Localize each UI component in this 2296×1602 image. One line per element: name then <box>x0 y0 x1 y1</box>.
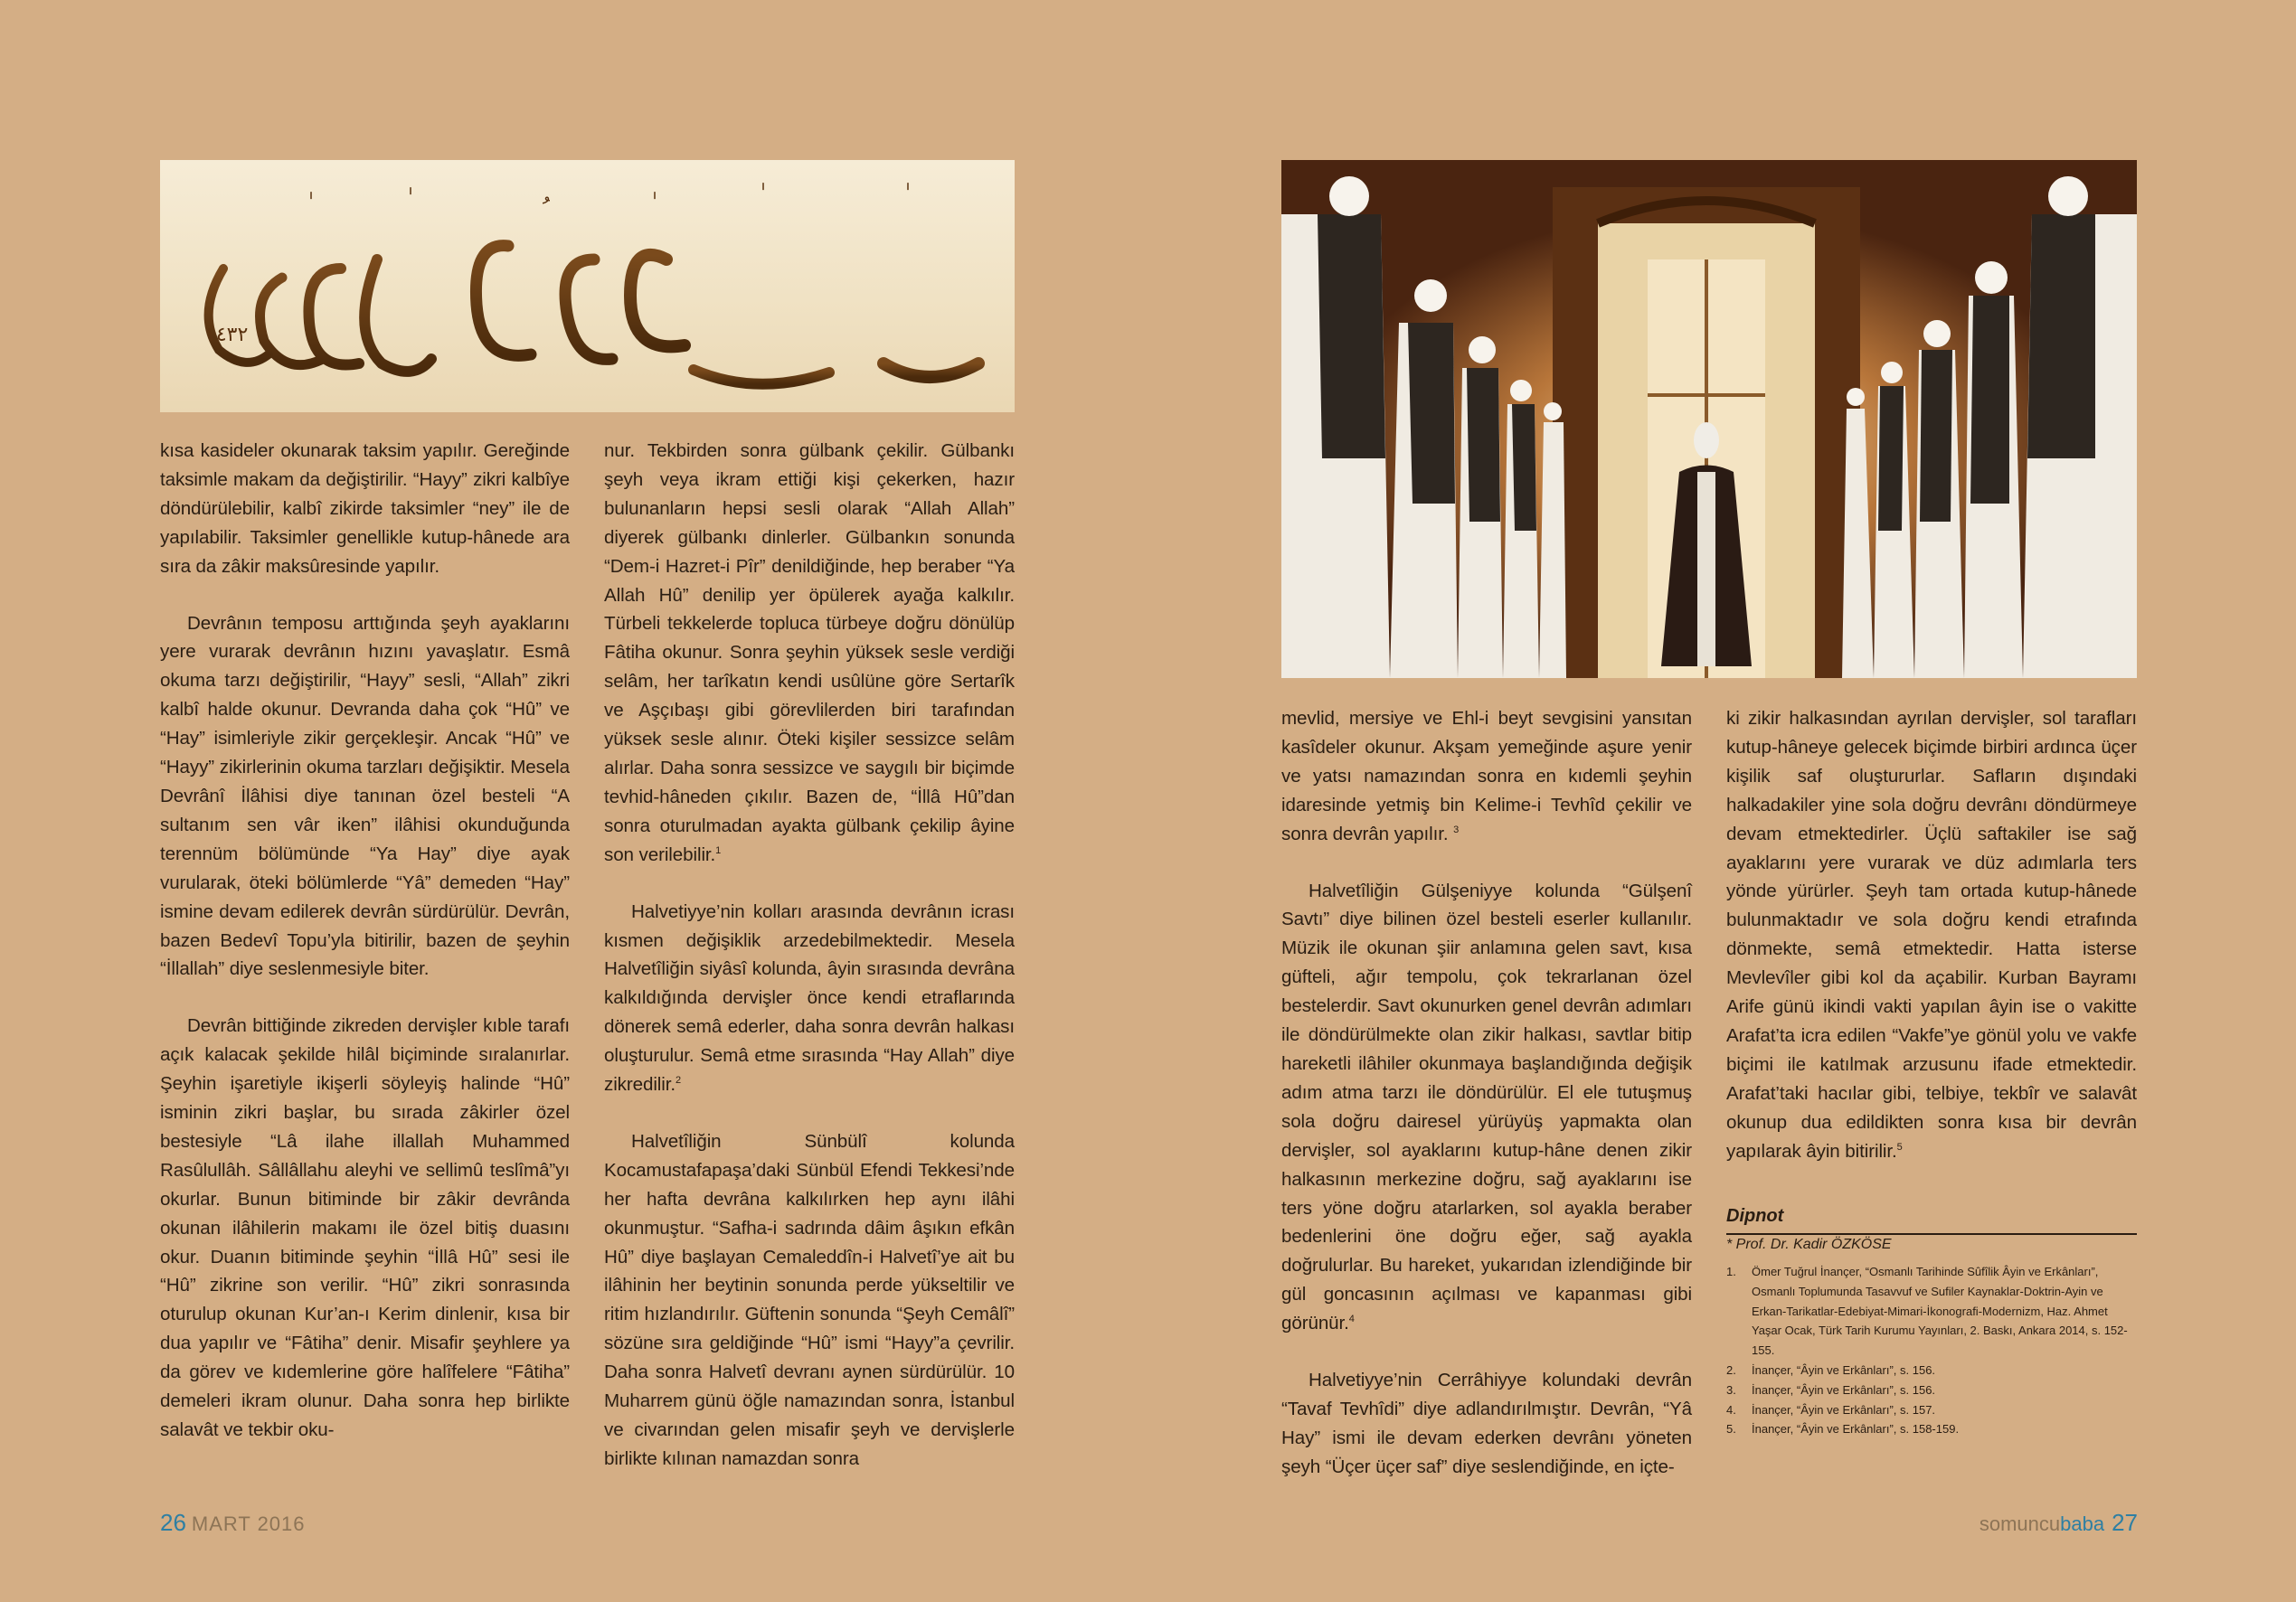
footnotes-list <box>1726 1262 2137 1439</box>
magazine-name: somuncu <box>1979 1512 2061 1535</box>
left-page-column-1 <box>160 437 570 1445</box>
footnote-item: 1. Ömer Tuğrul İnançer, “Osmanlı Tarihinde Sûfîlik Âyin ve Erkânları”, Osmanlı Toplumunda Tasavvuf ve Sufiler Kaynaklar-Doktrin-Ayin ve Erkan-Tarikatlar-Edebiyat-Mimari-İkonografi-Modernizm, Haz. Ahmet Yaşar Ocak, Türk Tarih Kurumu Yayınları, 2. Baskı, Ankara 2014, s. 152-155. <box>1726 1265 2128 1358</box>
footnotes-title: Dipnot <box>1726 1206 1784 1226</box>
paragraph: nur. Tekbirden sonra gülbank çekilir. Gülbankı şeyh veya ikram ettiği kişi çekerken, hazır bulunanların hepsi sesli olarak “Allah Allah” diyerek gülbankı dinlerler. Gülbankın sonunda “Dem-i Hazret-i Pîr” denildiğinde, hep beraber “Ya Allah Hû” denilip yer öpülerek ayağa kalkılır. Türbeli tekkelerde topluca türbeye doğru dönülüp Fâtiha okunur. Sonra şeyhin yüksek sesle verdiği selâm, her tarîkatın kendi usûlüne göre Sertarîk ve Aşçıbaşı gibi görevlilerden biri tarafından yüksek sesle alınır. Öteki kişiler sessizce selâm alırlar. Daha sonra sessizce ve saygılı bir biçimde tevhid-hâneden çıkılır. Bazen de, “İllâ Hû”dan sonra oturulmadan ayakta gülbank çekilip âyine son verilebilir.$^1$ <box>604 440 1015 865</box>
author-credit: * Prof. Dr. Kadir ÖZKÖSE <box>1726 1237 1892 1252</box>
paragraph: ki zikir halkasından ayrılan dervişler, sol tarafları kutup-hâneye gelecek biçimde birbiri ardınca üçer kişilik saf oluştururlar. Safların dışındaki halkadakiler yine sola doğru devrânı döndürmeye devam etmektedirler. Üçlü saftakiler ise sağ ayaklarını yere vurarak ve düz adımlarla ters yönde yürürler. Şeyh tam ortada kutup-hânede bulunmaktadır ve sola doğru kendi etrafında dönmekte, semâ etmektedir. Hatta isterse Mevlevîler gibi kol da açabilir. Kurban Bayramı Arife günü ikindi vakti yapılan âyin ise o vakitte Arafat’ta icra edilen “Vakfe”ye gönül yolu ve vakfe biçimi ile katılmak arzusunu ifade etmektedir. Arafat’taki hacılar gibi, telbiye, tekbîr ve salavât okunup dua edildikten sonra kısa bir devrân yapılarak âyin bitirilir.$^5$ <box>1726 708 2137 1162</box>
footnote-item: 4. İnançer, “Âyin ve Erkânları”, s. 157. <box>1726 1402 1936 1417</box>
paragraph: Devrân bittiğinde zikreden dervişler kıble tarafı açık kalacak şekilde hilâl biçiminde sıralanırlar. Şeyhin işaretiyle ikişerli söyleyiş halinde “Hû” isminin zikri başlar, bu sırada zâkirler özel bestesiyle “Lâ ilahe illallah Muhammed Rasûlullâh. Sâllâllahu aleyhi ve sellimû teslîmâ”yı okurlar. Bunun bitiminde bir zâkir devrânda okunan ilâhilerin makamı ile özel bitiş duasını okur. Duanın bitiminde şeyhin “İllâ Hû” sesi ile “Hû” zikrine son verilir. “Hû” zikri sonrasında oturulup okunan Kur’an-ı Kerim dinlenir, kısa bir dua yapılır ve “Fâtiha” denir. Misafir şeyhlere ya da görev ve kıdemlerine göre halîfelere “Fâtiha” demeleri ikram olunur. Daha sonra hep birlikte salavât ve tekbir oku- <box>160 1015 570 1440</box>
right-page-folio <box>1979 1509 2138 1537</box>
svg-text:ٰ <box>762 183 764 191</box>
calligraphy-signature-date: ١٤٣٢ <box>205 324 249 346</box>
paragraph: Halvetîliğin Gülşeniyye kolunda “Gülşenî Savtı” diye bilinen özel besteli eserler kullanılır. Müzik ile okunan şiir anlamına gelen savt, kısa güfteli, ağır tempolu, çok tekrarlanan özel bestelerdir. Savt okunurken genel devrân adımları ile döndürülmekte olan zikir halkası, savtlar bitip hareketli ilâhiler okunmaya başlandığında değişik adım atma tarzı ile döndürülür. El ele tutuşmuş sola doğru dairesel yürüyüş yapmakta olan dervişler, sol ayaklarını kutup-hâne denen zikir halkasının merkezine doğru, sağ ayaklarını ise ters yöne doğru atarlarken, sol ayakla beraber bedenlerini öne doğru eğer, sağ ayakla doğrulurlar. Bu hareket, yukarıdan izlendiğinde bir gül goncasının açılması ve kapanması gibi görünür.$^4$ <box>1281 880 1692 1334</box>
footnote-ref: 1 <box>715 844 722 856</box>
paragraph: Halvetîliğin Sünbülî kolunda Kocamustafapaşa’daki Sünbül Efendi Tekkesi’nde her hafta devrâna kalkılırken hep aynı ilâhi okunmuştur. “Safha-i sadrında dâim âşıkın efkân Hû” diye başlayan Cemaleddîn-i Halvetî’ye ait bu ilâhinin her beytinin sonunda perde yükseltilir ve ritim hızlandırılır. Güftenin sonunda “Şeyh Cemâlî” sözüne sıra geldiğinde “Hû” ismi “Hayy”a çevrilir. Daha sonra Halvetî devranı aynen sürdürülür. 10 Muharrem günü öğle namazından sonra, İstanbul ve civarından gelen misafir şeyh ve dervişlerle birlikte kılınan namazdan sonra <box>604 1130 1015 1469</box>
footnote-item: 2. İnançer, “Âyin ve Erkânları”, s. 156. <box>1726 1362 1936 1377</box>
right-page-column-2 <box>1726 704 2137 1166</box>
svg-text:ُ <box>543 196 550 204</box>
svg-text:ٰ <box>410 187 411 195</box>
photo-illustration <box>1281 160 2137 678</box>
calligraphy-panel <box>160 160 1015 412</box>
footnote-item: 3. İnançer, “Âyin ve Erkânları”, s. 156. <box>1726 1382 1936 1397</box>
paragraph: Devrânın temposu arttığında şeyh ayaklarını yere vurarak devrânın hızını yavaşlatır. Esmâ okuma tarzı değiştirilir, “Hayy” sesli, “Allah” zikri kalbî halde okunur. Devranda daha çok “Hû” ve “Hay” isimleriyle zikir gerçekleşir. Ancak “Hû” ve “Hayy” zikirlerinin okuma tarzları değişiktir. Mesela Devrânî İlâhisi diye tanınan özel besteli “A sultanım sen vâr iken” ilâhisi okunduğunda terennüm bölümünde “Ya Hay” diye ayak vurularak, öteki bölümlerde “Yâ” demeden “Hay” ismine devam edilerek devrân sürdürülür. Devrân, bazen Bedevî Topu’yla bitirilir, bazen de şeyhin “İllallah” diye seslenmesiyle biter. <box>160 612 570 980</box>
paragraph: Halvetiyye’nin kolları arasında devrânın icrası kısmen değişiklik arzedebilmektedir. Mesela Halvetîliğin siyâsî kolunda, âyin sırasında devrâna kalkıldığında dervişler önce kendi etraflarında dönerek semâ ederler, daha sonra devrân halkası oluşturulur. Semâ etme sırasında “Hay Allah” diye zikredilir.$^2$ <box>604 900 1015 1096</box>
paragraph: mevlid, mersiye ve Ehl-i beyt sevgisini yansıtan kasîdeler okunur. Akşam yemeğinde aşure yenir ve yatsı namazından sonra en kıdemli şeyhin idaresinde yetmiş bin Kelime-i Tevhîd çekilir ve sonra devrân yapılır. $^3$ <box>1281 708 1692 844</box>
svg-text:ٰ <box>654 192 656 200</box>
footnote-ref: 2 <box>676 1075 682 1087</box>
svg-text:ٰ <box>310 192 312 200</box>
photo-dervish-ceremony <box>1281 160 2137 678</box>
left-page-column-2 <box>604 437 1015 1474</box>
footnote-ref: 5 <box>1896 1141 1903 1153</box>
footnote-ref: 3 <box>1453 824 1460 835</box>
page-number: 27 <box>2112 1509 2138 1536</box>
calligraphy-image <box>160 160 1015 412</box>
paragraph: Halvetiyye’nin Cerrâhiyye kolundaki devrân “Tavaf Tevhîdi” diye adlandırılmıştır. Devrân, “Yâ Hay” ismi ile devam ederken devrânı yöneten şeyh “Üçer üçer saf” diye seslendiğinde, en içte- <box>1281 1370 1692 1477</box>
footnote-item: 5. İnançer, “Âyin ve Erkânları”, s. 158-159. <box>1726 1422 1960 1437</box>
page-number: 26 <box>160 1509 186 1536</box>
magazine-name-accent: baba <box>2060 1512 2105 1535</box>
paragraph: kısa kasideler okunarak taksim yapılır. Gereğinde taksimle makam da değiştirilir. “Hayy” zikri kalbîye döndürülebilir, kalbî zikirde taksimler “ney” ile de yapılabilir. Taksimler genellikle kutup-hânede ara sıra da zâkir maksûresinde yapılır. <box>160 440 570 577</box>
right-page-column-1 <box>1281 704 1692 1482</box>
footnotes-rule <box>1726 1233 2137 1235</box>
footnote-ref: 4 <box>1348 1314 1355 1325</box>
svg-text:ٰ <box>907 183 909 191</box>
issue-date: MART 2016 <box>191 1512 306 1535</box>
left-page-folio <box>160 1509 306 1537</box>
